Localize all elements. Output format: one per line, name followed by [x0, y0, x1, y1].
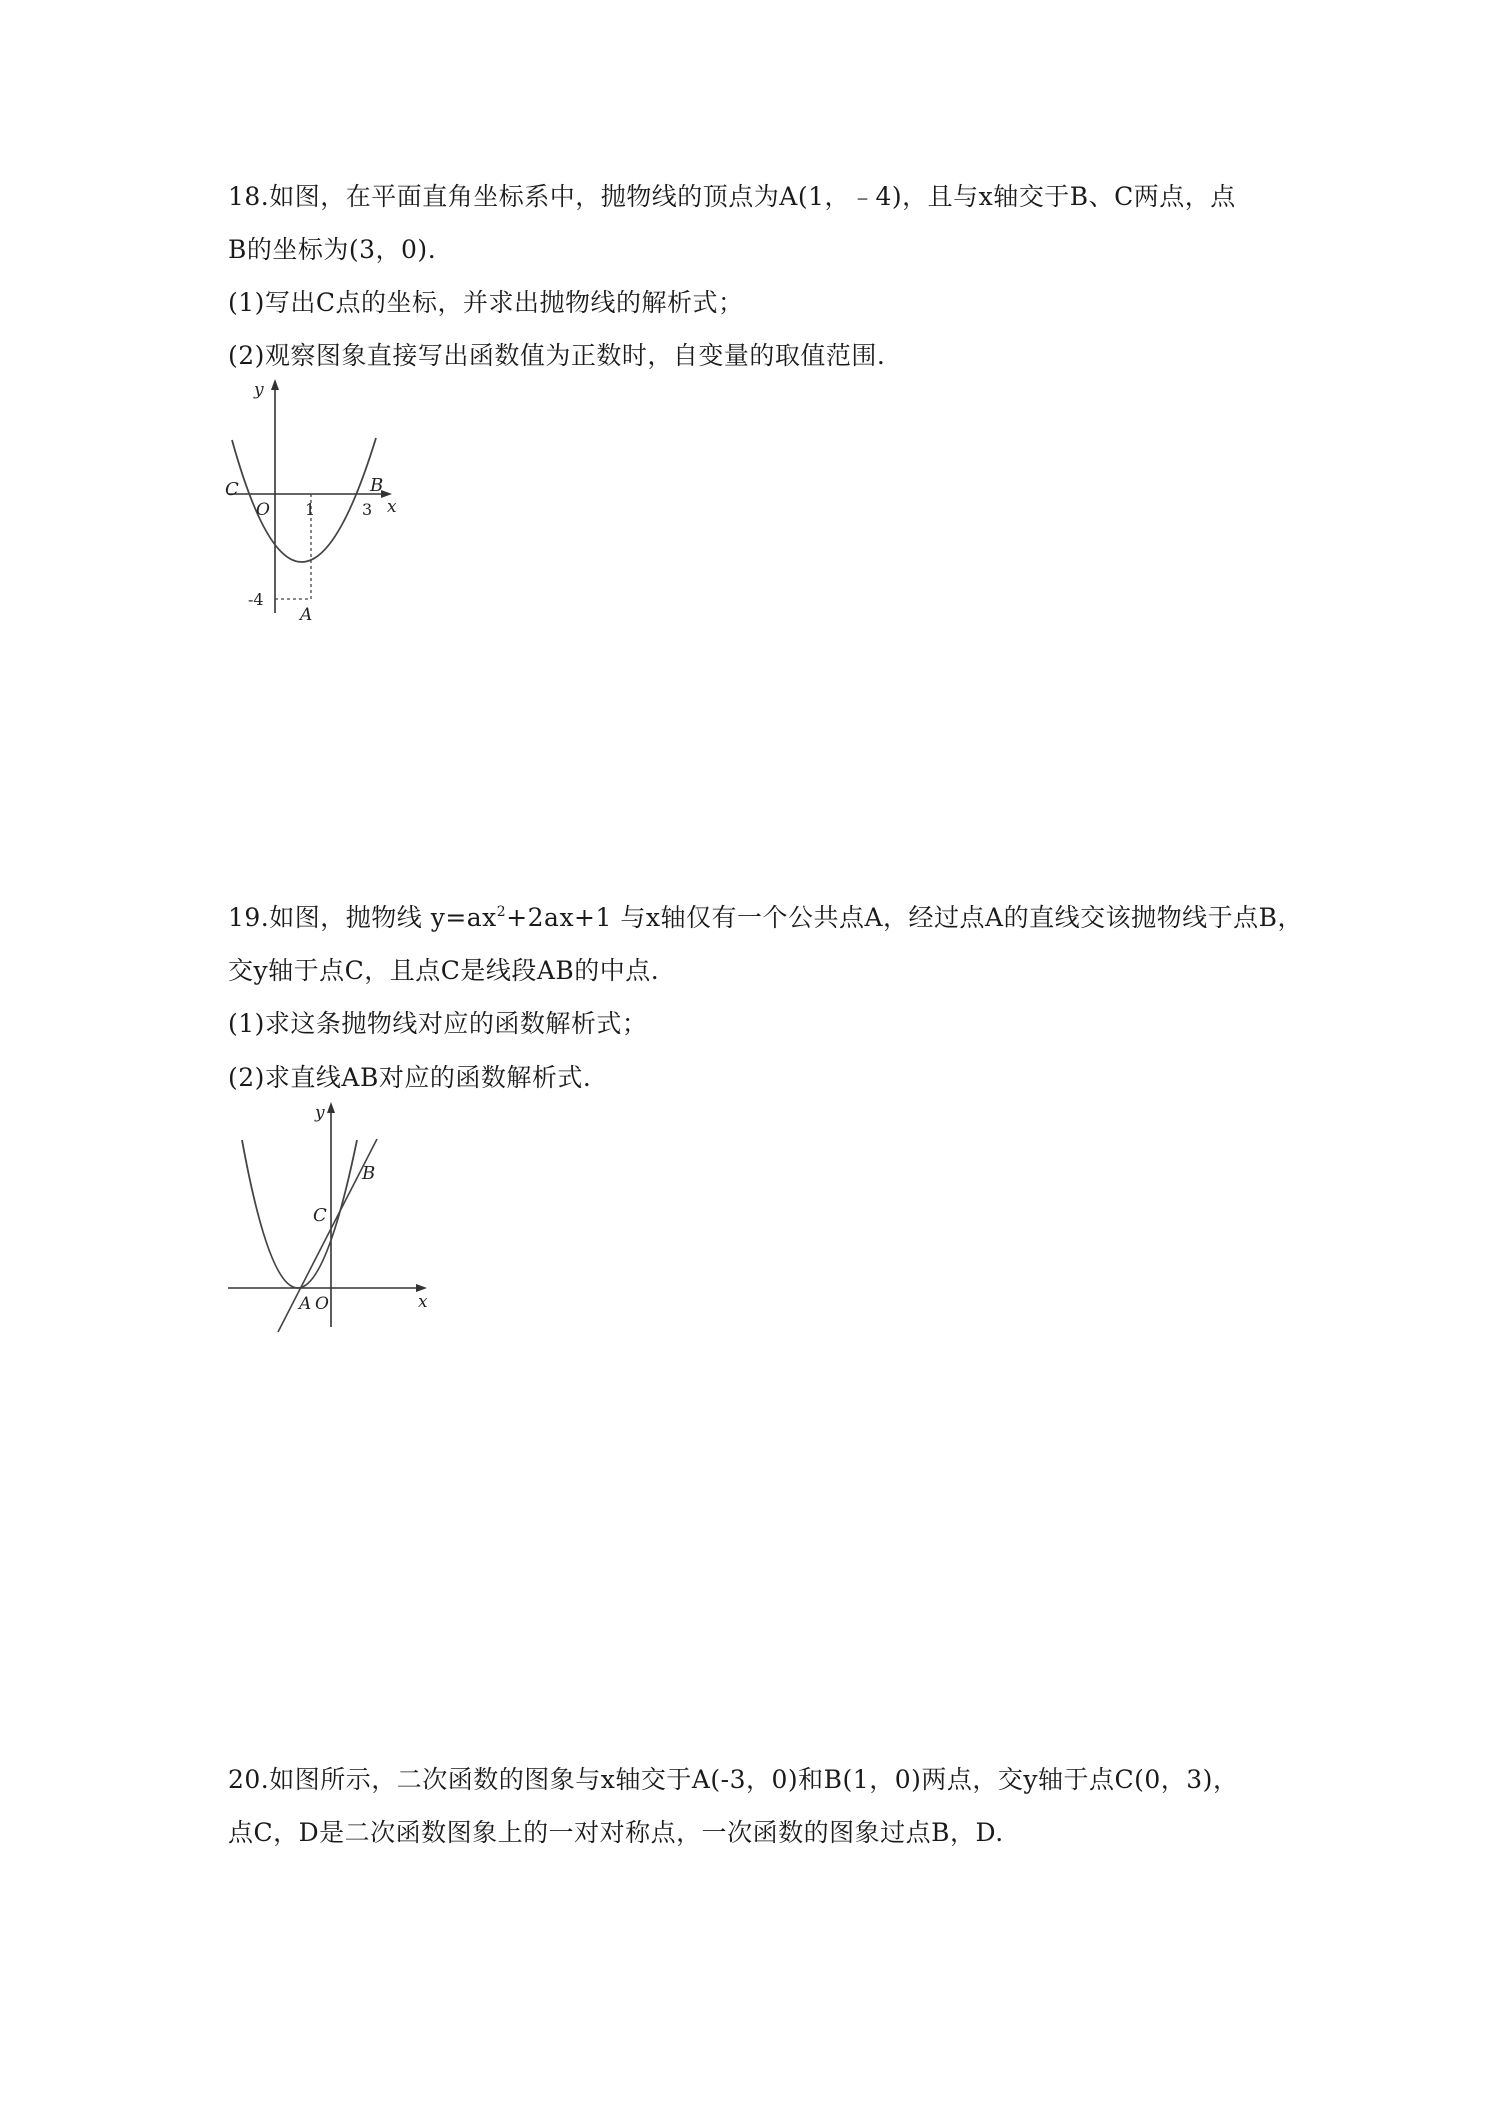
q19-y-arrow	[327, 1102, 335, 1113]
q19-line-1-post: +2ax+1 与x轴仅有一个公共点A，经过点A的直线交该抛物线于点B，	[506, 903, 1303, 932]
q19-line-1	[228, 901, 1303, 935]
q19-label-C: C	[313, 1205, 327, 1226]
q18-line-1: 18.如图，在平面直角坐标系中，抛物线的顶点为A(1，﹣4)，且与x轴交于B、C两点，点	[228, 182, 1236, 211]
q19-label-x: x	[418, 1292, 428, 1312]
q19-parabola	[242, 1140, 357, 1288]
q20-line-1: 20.如图所示，二次函数的图象与x轴交于A(-3，0)和B(1，0)两点，交y轴于点C(0，3)，	[228, 1765, 1239, 1794]
q19-part-2: (2)求直线AB对应的函数解析式.	[228, 1063, 592, 1092]
q18-label-C: C	[225, 479, 239, 500]
q18-figure	[220, 375, 420, 625]
q18-label-O: O	[256, 500, 270, 520]
q20-line-2: 点C，D是二次函数图象上的一对对称点，一次函数的图象过点B，D.	[228, 1818, 1004, 1847]
q19-label-O: O	[315, 1294, 329, 1314]
q19-part-1: (1)求这条抛物线对应的函数解析式；	[228, 1009, 648, 1038]
q18-label-1: 1	[305, 500, 316, 519]
q18-label-B: B	[370, 475, 384, 496]
q18-label-neg4: -4	[248, 590, 264, 609]
q18-label-x: x	[387, 497, 397, 517]
q18-label-3: 3	[362, 500, 373, 519]
q19-line-2: 交y轴于点C，且点C是线段AB的中点.	[228, 956, 660, 985]
q18-part-2: (2)观察图象直接写出函数值为正数时，自变量的取值范围.	[228, 341, 886, 370]
q19-line-1-sup: 2	[496, 904, 507, 920]
q18-line-2: B的坐标为(3，0).	[228, 235, 437, 264]
q18-label-A: A	[300, 605, 313, 625]
q19-line-1-pre: 19.如图，抛物线 y=ax	[228, 903, 497, 932]
q18-label-y: y	[254, 380, 264, 400]
q18-part-1: (1)写出C点的坐标，并求出抛物线的解析式；	[228, 288, 744, 317]
q18-y-arrow	[271, 379, 279, 390]
q19-x-arrow	[416, 1284, 427, 1292]
q19-label-B: B	[362, 1163, 376, 1184]
q19-label-y: y	[315, 1103, 325, 1123]
q18-parabola	[232, 438, 376, 562]
q19-figure	[220, 1095, 440, 1335]
q19-label-A: A	[299, 1294, 312, 1314]
